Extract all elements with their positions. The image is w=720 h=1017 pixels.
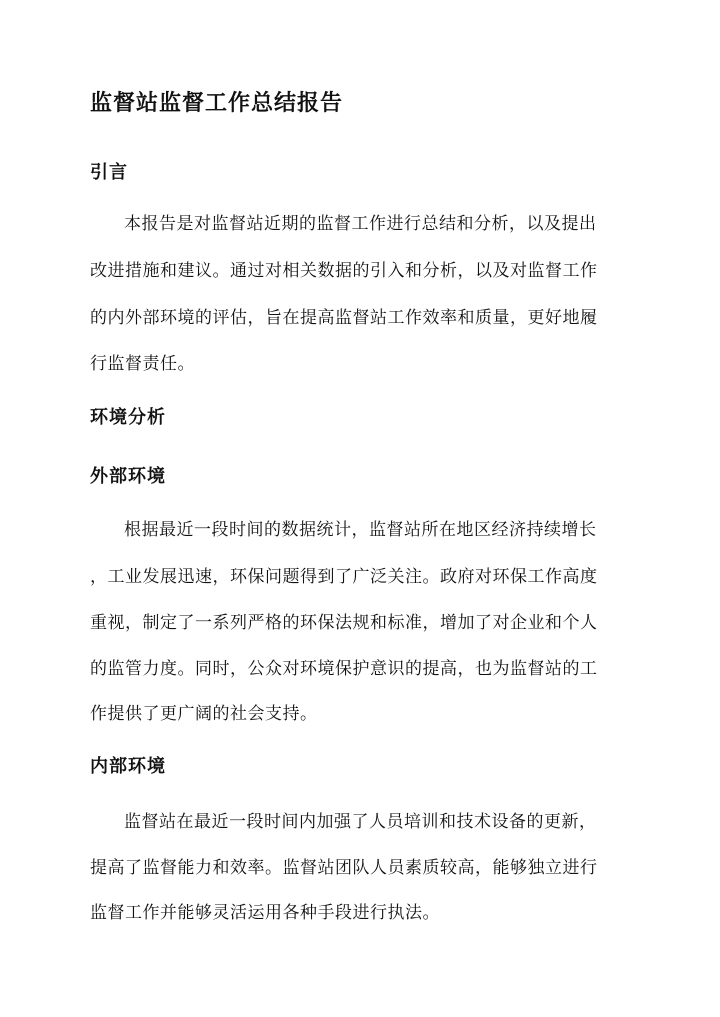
paragraph-line: 监督站在最近一段时间内加强了人员培训和技术设备的更新， [124, 812, 597, 832]
paragraph-line: 的监管力度。同时，公众对环境保护意识的提高，也为监督站的工 [90, 659, 598, 679]
section-heading-introduction: 引言 [90, 162, 128, 183]
paragraph-line: 的内外部环境的评估，旨在提高监督站工作效率和质量，更好地履 [90, 308, 598, 328]
paragraph-line: 监督工作并能够灵活运用各种手段进行执法。 [90, 903, 440, 923]
paragraph-line: 重视，制定了一系列严格的环保法规和标准，增加了对企业和个人 [90, 613, 598, 633]
section-heading-external-environment: 外部环境 [90, 466, 166, 487]
document-title: 监督站监督工作总结报告 [90, 90, 344, 116]
section-heading-internal-environment: 内部环境 [90, 756, 166, 777]
section-heading-environment-analysis: 环境分析 [90, 407, 166, 428]
paragraph-line: 改进措施和建议。通过对相关数据的引入和分析，以及对监督工作 [90, 261, 598, 281]
paragraph-line: 作提供了更广阔的社会支持。 [90, 704, 318, 724]
paragraph-line: 提高了监督能力和效率。监督站团队人员素质较高，能够独立进行 [90, 858, 598, 878]
paragraph-line: 行监督责任。 [90, 354, 195, 374]
paragraph-line: 本报告是对监督站近期的监督工作进行总结和分析，以及提出 [124, 214, 597, 234]
paragraph-line: 根据最近一段时间的数据统计，监督站所在地区经济持续增长 [124, 520, 597, 540]
paragraph-line: ，工业发展迅速，环保问题得到了广泛关注。政府对环保工作高度 [90, 567, 598, 587]
